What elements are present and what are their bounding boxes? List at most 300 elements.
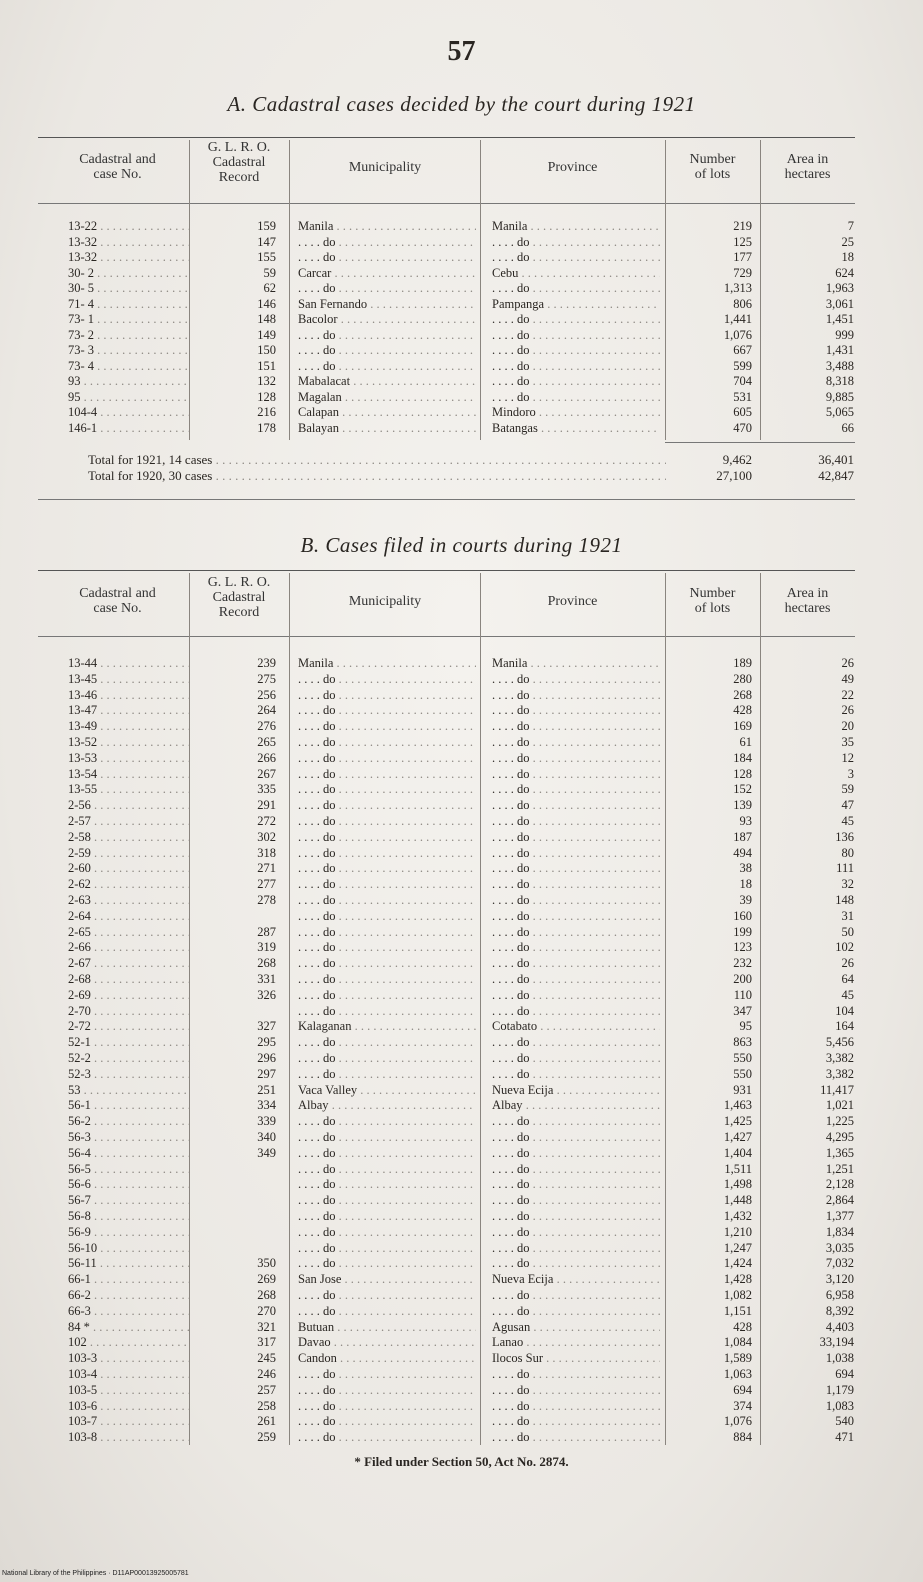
cell-record: 257 (257, 1382, 276, 1397)
cell-record: 350 (257, 1256, 276, 1271)
cell-record: 291 (257, 798, 276, 813)
cell-record: 128 (257, 389, 276, 404)
cell-lots: 187 (733, 829, 752, 844)
section-a-header-area: Area in hectares (784, 152, 831, 182)
cell-municipality: . . . . do . . . (298, 909, 476, 923)
cell-case: 66-3 . . . (68, 1304, 190, 1318)
cell-case: 2-65 . . . (68, 925, 190, 939)
table-row (0, 909, 923, 923)
cell-municipality: . . . . do . . . (298, 877, 476, 891)
cell-record: 295 (257, 1035, 276, 1050)
cell-case: 71- 4 . . . (68, 297, 190, 311)
cell-record: 59 (263, 265, 276, 280)
cell-lots: 125 (733, 234, 752, 249)
cell-municipality: . . . . do . . . (298, 688, 476, 702)
cell-municipality: . . . . do . . . (298, 1114, 476, 1128)
section-a-header-case: Cadastral and case No. (79, 152, 156, 182)
cell-area: 3 (847, 766, 854, 781)
cell-province: . . . . do . . . (492, 893, 660, 907)
cell-case: 2-70 . . . (68, 1004, 190, 1018)
section-b-header-municipality: Municipality (348, 594, 422, 609)
cell-case: 2-69 . . . (68, 988, 190, 1002)
cell-municipality: . . . . do . . . (298, 893, 476, 907)
section-b-header-lots: Number of lots (689, 586, 736, 616)
cell-record: 340 (257, 1130, 276, 1144)
section-a-top-rule (38, 137, 855, 138)
cell-province: . . . . do . . . (492, 1399, 660, 1413)
cell-area: 471 (835, 1430, 854, 1445)
cell-record: 251 (257, 1082, 276, 1097)
cell-lots: 863 (733, 1035, 752, 1050)
cell-area: 111 (836, 861, 854, 876)
cell-record: 302 (257, 829, 276, 844)
cell-lots: 729 (733, 265, 752, 280)
table-row (0, 1335, 923, 1349)
table-row (0, 925, 923, 939)
cell-province: . . . . do . . . (492, 782, 660, 796)
cell-record: 269 (257, 1272, 276, 1287)
cell-area: 7 (847, 219, 854, 233)
cell-municipality: . . . . do . . . (298, 328, 476, 342)
table-row (0, 1162, 923, 1176)
cell-lots: 139 (733, 798, 752, 813)
cell-municipality: . . . . do . . . (298, 1146, 476, 1160)
cell-lots: 169 (733, 719, 752, 734)
cell-lots: 494 (733, 845, 752, 860)
cell-area: 1,451 (825, 312, 854, 326)
cell-province: . . . . do . . . (492, 1035, 660, 1049)
table-row (0, 1209, 923, 1223)
cell-record: 258 (257, 1398, 276, 1413)
cell-province: . . . . do . . . (492, 672, 660, 686)
cell-municipality: Magalan . . . (298, 390, 476, 404)
table-row (0, 1383, 923, 1397)
table-row (0, 1019, 923, 1033)
total-label: Total for 1921, 14 cases . . . (88, 452, 666, 467)
table-row (0, 1004, 923, 1018)
cell-municipality: Candon . . . (298, 1351, 476, 1365)
cell-case: 52-1 . . . (68, 1035, 190, 1049)
cell-case: 73- 2 . . . (68, 328, 190, 342)
cell-case: 30- 2 . . . (68, 266, 190, 280)
cell-area: 33,194 (819, 1335, 854, 1350)
cell-area: 6,958 (825, 1288, 854, 1302)
cell-area: 102 (835, 940, 854, 955)
cell-record: 265 (257, 735, 276, 749)
cell-case: 56-9 . . . (68, 1225, 190, 1239)
cell-area: 50 (841, 924, 854, 939)
cell-municipality: . . . . do . . . (298, 925, 476, 939)
cell-case: 73- 3 . . . (68, 343, 190, 357)
cell-area: 694 (835, 1367, 854, 1381)
cell-case: 13-55 . . . (68, 782, 190, 796)
table-row (0, 235, 923, 249)
cell-province: Albay . . . (492, 1098, 660, 1112)
table-row (0, 735, 923, 749)
cell-record: 259 (257, 1430, 276, 1445)
cell-record: 146 (257, 296, 276, 311)
cell-province: . . . . do . . . (492, 1130, 660, 1144)
cell-record: 331 (257, 972, 276, 986)
table-row (0, 359, 923, 373)
cell-province: Agusan . . . (492, 1320, 660, 1334)
cell-lots: 470 (733, 420, 752, 435)
cell-municipality: Kalaganan . . . (298, 1019, 476, 1033)
cell-province: Manila . . . (492, 219, 660, 233)
table-row (0, 1114, 923, 1128)
cell-area: 5,065 (825, 405, 854, 419)
cell-area: 3,061 (825, 296, 854, 311)
table-row (0, 830, 923, 844)
cell-province: Ilocos Sur . . . (492, 1351, 660, 1365)
cell-lots: 550 (733, 1066, 752, 1081)
cell-record: 275 (257, 671, 276, 686)
cell-case: 2-60 . . . (68, 861, 190, 875)
cell-area: 45 (841, 814, 854, 828)
cell-record: 150 (257, 343, 276, 357)
cell-province: . . . . do . . . (492, 925, 660, 939)
cell-lots: 1,404 (723, 1145, 752, 1160)
cell-lots: 1,432 (723, 1209, 752, 1223)
cell-area: 3,488 (825, 358, 854, 373)
cell-area: 1,251 (825, 1161, 854, 1176)
cell-lots: 39 (739, 893, 752, 907)
table-row (0, 956, 923, 970)
section-b-header-record: G. L. R. O. Cadastral Record (207, 575, 271, 620)
cell-province: Manila . . . (492, 656, 660, 670)
section-a-header-lots: Number of lots (689, 152, 736, 182)
cell-lots: 128 (733, 766, 752, 781)
cell-record: 349 (257, 1145, 276, 1160)
cell-case: 56-10 . . . (68, 1241, 190, 1255)
cell-province: . . . . do . . . (492, 374, 660, 388)
cell-record: 132 (257, 374, 276, 388)
cell-lots: 1,427 (723, 1130, 752, 1144)
cell-case: 2-57 . . . (68, 814, 190, 828)
cell-lots: 550 (733, 1051, 752, 1065)
table-row (0, 940, 923, 954)
cell-case: 2-64 . . . (68, 909, 190, 923)
cell-lots: 428 (733, 1319, 752, 1334)
cell-record: 246 (257, 1367, 276, 1381)
cell-area: 104 (835, 1003, 854, 1018)
cell-province: . . . . do . . . (492, 1051, 660, 1065)
page-number: 57 (447, 36, 476, 67)
cell-municipality: . . . . do . . . (298, 1067, 476, 1081)
table-row (0, 1098, 923, 1112)
cell-area: 22 (841, 687, 854, 702)
cell-record: 62 (263, 281, 276, 295)
cell-province: . . . . do . . . (492, 814, 660, 828)
cell-province: Batangas . . . (492, 421, 660, 435)
cell-case: 56-6 . . . (68, 1177, 190, 1191)
cell-case: 66-1 . . . (68, 1272, 190, 1286)
total-lots: 9,462 (722, 452, 752, 467)
cell-lots: 1,441 (723, 312, 752, 326)
cell-municipality: . . . . do . . . (298, 1225, 476, 1239)
cell-lots: 694 (733, 1382, 752, 1397)
cell-lots: 1,076 (723, 1414, 752, 1429)
cell-area: 80 (841, 845, 854, 860)
cell-municipality: . . . . do . . . (298, 1193, 476, 1207)
cell-case: 13-52 . . . (68, 735, 190, 749)
cell-record: 147 (257, 234, 276, 249)
cell-record: 266 (257, 750, 276, 765)
table-row (0, 719, 923, 733)
cell-case: 56-3 . . . (68, 1130, 190, 1144)
table-row (0, 1193, 923, 1207)
cell-province: . . . . do . . . (492, 312, 660, 326)
cell-case: 56-8 . . . (68, 1209, 190, 1223)
cell-municipality: . . . . do . . . (298, 719, 476, 733)
cell-area: 1,365 (825, 1145, 854, 1160)
table-row (0, 1414, 923, 1428)
cell-lots: 160 (733, 908, 752, 923)
cell-area: 136 (835, 829, 854, 844)
table-row (0, 1351, 923, 1365)
cell-province: . . . . do . . . (492, 846, 660, 860)
cell-province: . . . . do . . . (492, 343, 660, 357)
table-row (0, 297, 923, 311)
cell-case: 84 * . . . (68, 1320, 190, 1334)
cell-province: . . . . do . . . (492, 1162, 660, 1176)
cell-municipality: . . . . do . . . (298, 1383, 476, 1397)
cell-province: . . . . do . . . (492, 328, 660, 342)
cell-record: 264 (257, 703, 276, 718)
total-area: 36,401 (818, 452, 854, 467)
cell-lots: 199 (733, 924, 752, 939)
cell-case: 13-53 . . . (68, 751, 190, 765)
cell-municipality: Vaca Valley . . . (298, 1083, 476, 1097)
cell-area: 2,128 (825, 1177, 854, 1192)
cell-province: . . . . do . . . (492, 250, 660, 264)
cell-record: 276 (257, 719, 276, 734)
cell-municipality: Calapan . . . (298, 405, 476, 419)
cell-case: 103-4 . . . (68, 1367, 190, 1381)
cell-municipality: Manila . . . (298, 219, 476, 233)
total-area: 42,847 (818, 468, 854, 483)
cell-area: 66 (841, 420, 854, 435)
cell-record: 317 (257, 1335, 276, 1350)
cell-record: 149 (257, 327, 276, 342)
section-a-bottom-rule (38, 499, 855, 500)
section-b-header-rule (38, 636, 855, 637)
cell-case: 13-54 . . . (68, 767, 190, 781)
cell-record: 271 (257, 861, 276, 876)
table-row (0, 250, 923, 264)
cell-area: 59 (841, 782, 854, 797)
cell-lots: 1,247 (723, 1240, 752, 1255)
cell-case: 73- 1 . . . (68, 312, 190, 326)
cell-area: 3,382 (825, 1066, 854, 1081)
cell-lots: 667 (733, 343, 752, 357)
cell-case: 103-7 . . . (68, 1414, 190, 1428)
cell-case: 13-47 . . . (68, 703, 190, 717)
table-row (0, 421, 923, 435)
cell-municipality: . . . . do . . . (298, 1130, 476, 1144)
cell-municipality: . . . . do . . . (298, 1304, 476, 1318)
cell-province: . . . . do . . . (492, 830, 660, 844)
table-row (0, 281, 923, 295)
cell-area: 148 (835, 893, 854, 907)
cell-municipality: . . . . do . . . (298, 782, 476, 796)
cell-lots: 806 (733, 296, 752, 311)
cell-case: 103-5 . . . (68, 1383, 190, 1397)
cell-area: 8,392 (825, 1303, 854, 1318)
cell-province: . . . . do . . . (492, 1383, 660, 1397)
table-row (0, 798, 923, 812)
cell-record: 287 (257, 924, 276, 939)
cell-province: . . . . do . . . (492, 235, 660, 249)
cell-case: 2-66 . . . (68, 940, 190, 954)
table-row (0, 672, 923, 686)
table-row (0, 343, 923, 357)
table-row (0, 893, 923, 907)
cell-municipality: . . . . do . . . (298, 1177, 476, 1191)
cell-case: 66-2 . . . (68, 1288, 190, 1302)
cell-province: . . . . do . . . (492, 1225, 660, 1239)
cell-province: . . . . do . . . (492, 1288, 660, 1302)
cell-case: 52-2 . . . (68, 1051, 190, 1065)
section-b-header-case: Cadastral and case No. (79, 586, 156, 616)
cell-area: 1,834 (825, 1224, 854, 1239)
cell-municipality: . . . . do . . . (298, 1035, 476, 1049)
cell-record: 256 (257, 687, 276, 702)
cell-municipality: . . . . do . . . (298, 1256, 476, 1270)
cell-municipality: . . . . do . . . (298, 956, 476, 970)
table-row (0, 877, 923, 891)
cell-province: . . . . do . . . (492, 1414, 660, 1428)
table-row (0, 1035, 923, 1049)
table-row (0, 1225, 923, 1239)
cell-case: 30- 5 . . . (68, 281, 190, 295)
cell-province: . . . . do . . . (492, 767, 660, 781)
cell-municipality: . . . . do . . . (298, 359, 476, 373)
cell-lots: 1,210 (723, 1224, 752, 1239)
cell-record: 278 (257, 893, 276, 907)
cell-area: 624 (835, 265, 854, 280)
cell-province: . . . . do . . . (492, 909, 660, 923)
cell-province: . . . . do . . . (492, 798, 660, 812)
cell-area: 3,120 (825, 1272, 854, 1287)
cell-lots: 704 (733, 374, 752, 388)
cell-record: 319 (257, 940, 276, 955)
cell-lots: 1,498 (723, 1177, 752, 1192)
cell-case: 95 . . . (68, 390, 190, 404)
cell-area: 31 (841, 908, 854, 923)
cell-area: 45 (841, 987, 854, 1002)
cell-record: 334 (257, 1098, 276, 1113)
table-row (0, 814, 923, 828)
cell-area: 1,038 (825, 1351, 854, 1366)
cell-area: 64 (841, 972, 854, 986)
cell-province: . . . . do . . . (492, 703, 660, 717)
cell-record: 268 (257, 956, 276, 971)
cell-record: 178 (257, 420, 276, 435)
cell-case: 56-2 . . . (68, 1114, 190, 1128)
cell-area: 26 (841, 703, 854, 718)
cell-province: . . . . do . . . (492, 751, 660, 765)
cell-lots: 931 (733, 1082, 752, 1097)
cell-record: 297 (257, 1066, 276, 1081)
table-row (0, 312, 923, 326)
table-row (0, 782, 923, 796)
cell-municipality: . . . . do . . . (298, 235, 476, 249)
cell-record: 335 (257, 782, 276, 797)
cell-area: 5,456 (825, 1035, 854, 1050)
cell-lots: 1,313 (723, 281, 752, 295)
cell-area: 4,295 (825, 1130, 854, 1144)
cell-lots: 189 (733, 656, 752, 670)
cell-record: 245 (257, 1351, 276, 1366)
cell-lots: 152 (733, 782, 752, 797)
cell-municipality: . . . . do . . . (298, 846, 476, 860)
cell-lots: 110 (733, 987, 752, 1002)
cell-record: 239 (257, 656, 276, 670)
cell-area: 1,225 (825, 1114, 854, 1129)
cell-record: 148 (257, 312, 276, 326)
cell-municipality: . . . . do . . . (298, 830, 476, 844)
table-row (0, 1256, 923, 1270)
cell-case: 73- 4 . . . (68, 359, 190, 373)
table-row (0, 703, 923, 717)
cell-province: . . . . do . . . (492, 1241, 660, 1255)
section-b-title: B. Cases filed in courts during 1921 (300, 533, 623, 557)
cell-province: . . . . do . . . (492, 1193, 660, 1207)
cell-case: 13-49 . . . (68, 719, 190, 733)
cell-record: 216 (257, 405, 276, 419)
cell-record: 296 (257, 1051, 276, 1065)
section-b-header-area: Area in hectares (784, 586, 831, 616)
cell-province: . . . . do . . . (492, 1146, 660, 1160)
cell-case: 93 . . . (68, 374, 190, 388)
table-row (0, 1067, 923, 1081)
cell-area: 4,403 (825, 1319, 854, 1334)
cell-province: . . . . do . . . (492, 735, 660, 749)
cell-case: 102 . . . (68, 1335, 190, 1349)
cell-area: 18 (841, 250, 854, 264)
table-row (0, 266, 923, 280)
cell-record: 268 (257, 1288, 276, 1302)
cell-area: 20 (841, 719, 854, 734)
cell-province: . . . . do . . . (492, 1430, 660, 1444)
cell-case: 56-1 . . . (68, 1098, 190, 1112)
cell-lots: 38 (739, 861, 752, 876)
section-a-header-province: Province (547, 160, 598, 175)
cell-lots: 1,424 (723, 1256, 752, 1271)
table-row (0, 374, 923, 388)
cell-province: . . . . do . . . (492, 1004, 660, 1018)
cell-province: . . . . do . . . (492, 1114, 660, 1128)
section-b-header-province: Province (547, 594, 598, 609)
cell-lots: 1,084 (723, 1335, 752, 1350)
table-row (0, 1130, 923, 1144)
table-row (0, 1272, 923, 1286)
cell-province: Pampanga . . . (492, 297, 660, 311)
cell-area: 32 (841, 877, 854, 892)
cell-case: 52-3 . . . (68, 1067, 190, 1081)
table-row (0, 1146, 923, 1160)
section-a-title: A. Cadastral cases decided by the court during 1921 (227, 92, 696, 116)
cell-area: 1,963 (825, 281, 854, 295)
footnote: * Filed under Section 50, Act No. 2874. (354, 1454, 569, 1469)
cell-lots: 219 (733, 219, 752, 233)
cell-area: 9,885 (825, 389, 854, 404)
cell-area: 1,431 (825, 343, 854, 357)
cell-province: . . . . do . . . (492, 359, 660, 373)
cell-lots: 1,589 (723, 1351, 752, 1366)
cell-province: . . . . do . . . (492, 688, 660, 702)
